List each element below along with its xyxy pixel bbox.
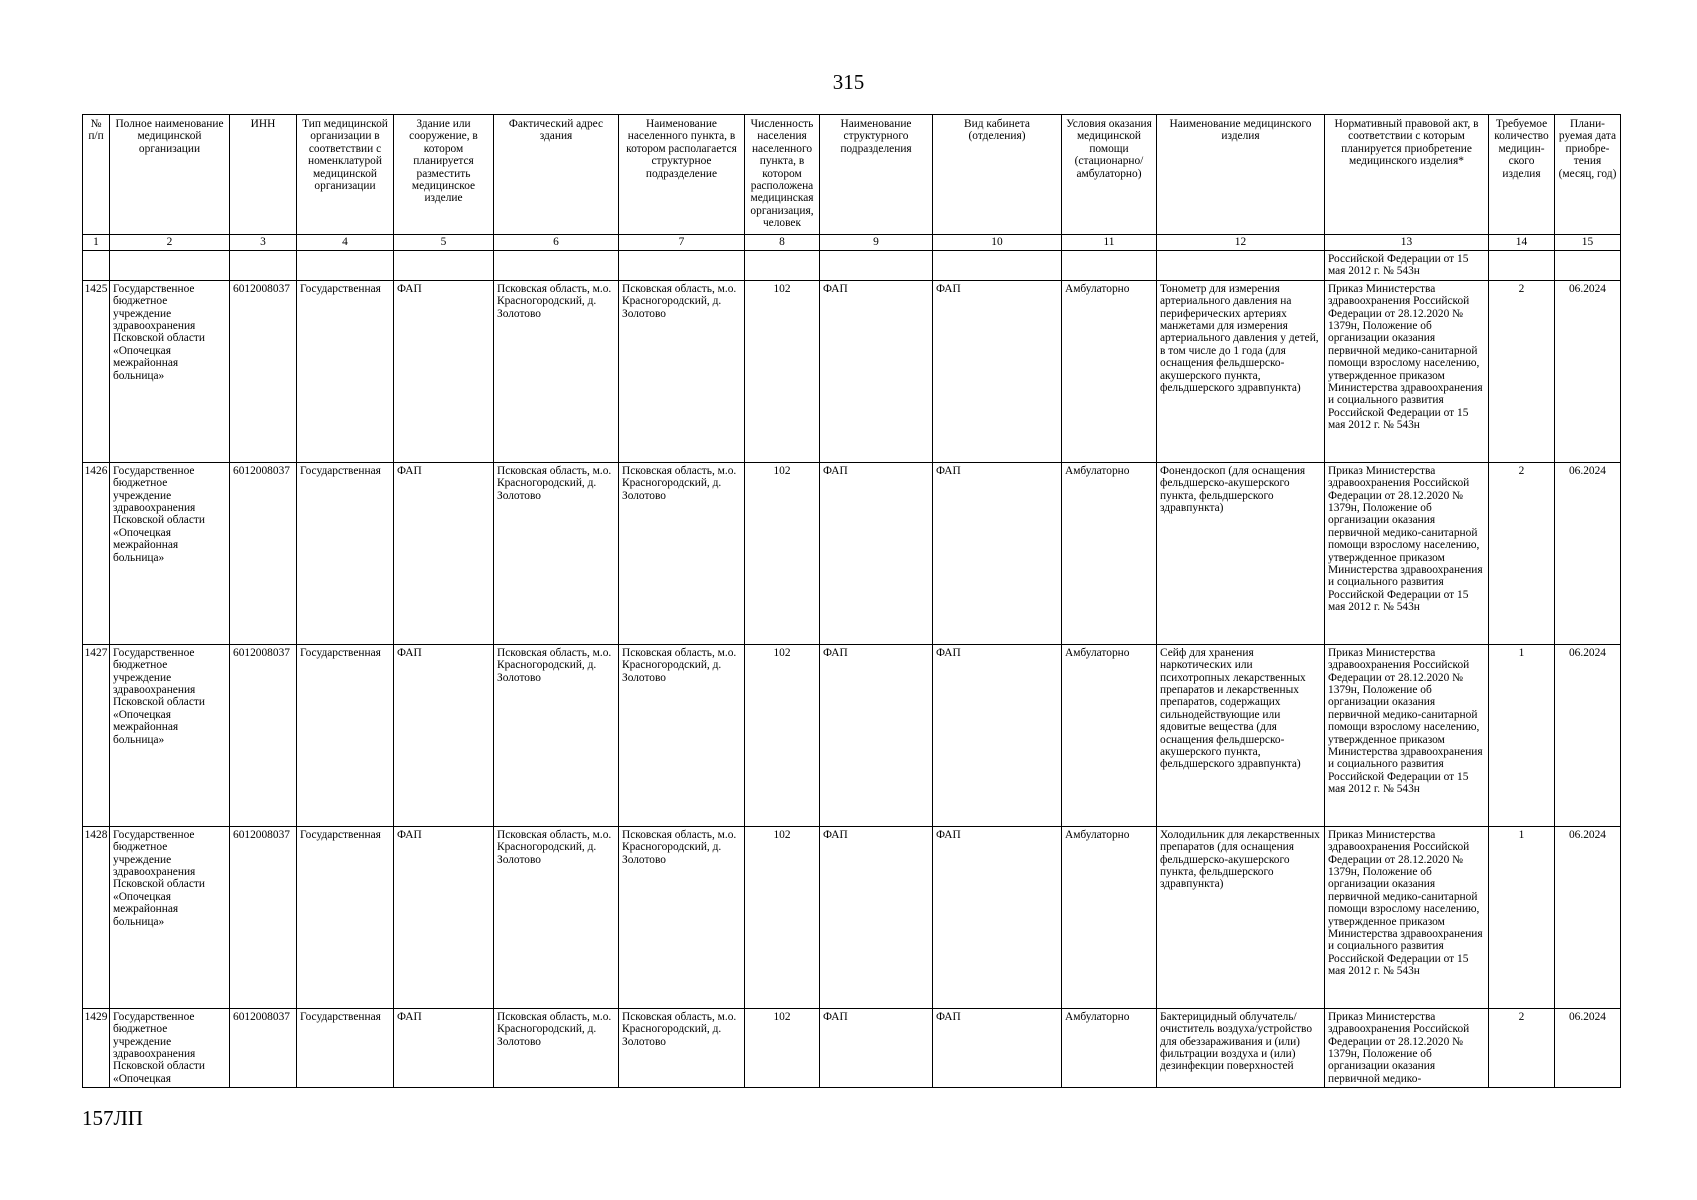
header-cell: Условия оказания медицинской помощи (стационарно/ амбулаторно): [1062, 115, 1157, 235]
purchase-date: 06.2024: [1555, 644, 1621, 826]
organization-name: Государственное бюджетное учреждение здравоохранения Псковской области «Опочецкая межрайонная больница»: [110, 826, 230, 1008]
settlement-name: Псковская область, м.о. Красногородский, д. Золотово: [619, 462, 745, 644]
org-type: Государственная: [297, 1008, 394, 1087]
table-row: [83, 1008, 1621, 1087]
inn: 6012008037: [230, 1008, 297, 1087]
org-type: Государственная: [297, 280, 394, 462]
population: 102: [745, 462, 820, 644]
actual-address: Псковская область, м.о. Красногородский, д. Золотово: [494, 826, 619, 1008]
inn: 6012008037: [230, 826, 297, 1008]
column-number: 10: [933, 235, 1062, 251]
cabinet-type: ФАП: [933, 462, 1062, 644]
purchase-date: 06.2024: [1555, 462, 1621, 644]
header-cell: Плани-руемая дата приобре-тения (месяц, год): [1555, 115, 1621, 235]
building: ФАП: [394, 280, 494, 462]
column-number: 2: [110, 235, 230, 251]
column-number: 6: [494, 235, 619, 251]
actual-address: Псковская область, м.о. Красногородский, д. Золотово: [494, 644, 619, 826]
population: 102: [745, 644, 820, 826]
column-number: 8: [745, 235, 820, 251]
header-cell: Наименование медицинского изделия: [1157, 115, 1325, 235]
continuation-row: [83, 251, 1621, 281]
legal-act: Приказ Министерства здравоохранения Российской Федерации от 28.12.2020 № 1379н, Положение об организации оказания первичной медико-: [1325, 1008, 1489, 1087]
purchase-date: 06.2024: [1555, 826, 1621, 1008]
header-row: [83, 115, 1621, 235]
column-number: 3: [230, 235, 297, 251]
legal-act: Приказ Министерства здравоохранения Российской Федерации от 28.12.2020 № 1379н, Положение об организации оказания первичной медико-санитарной помощи взрослому населению, утвержденное приказом Министерства здравоохранения и социального развития Российской Федерации от 15 мая 2012 г. № 543н: [1325, 826, 1489, 1008]
equipment-table: [82, 114, 1621, 1088]
header-cell: Требуемое количество медицин-ского изделия: [1489, 115, 1555, 235]
empty-cell: [83, 251, 110, 281]
actual-address: Псковская область, м.о. Красногородский, д. Золотово: [494, 1008, 619, 1087]
quantity: 1: [1489, 644, 1555, 826]
org-type: Государственная: [297, 462, 394, 644]
empty-cell: [110, 251, 230, 281]
medical-device-name: Холодильник для лекарственных препаратов (для оснащения фельдшерско-акушерского пункта, фельдшерского здравпункта): [1157, 826, 1325, 1008]
legal-act: Приказ Министерства здравоохранения Российской Федерации от 28.12.2020 № 1379н, Положение об организации оказания первичной медико-санитарной помощи взрослому населению, утвержденное приказом Министерства здравоохранения и социального развития Российской Федерации от 15 мая 2012 г. № 543н: [1325, 280, 1489, 462]
medical-device-name: Фонендоскоп (для оснащения фельдшерско-акушерского пункта, фельдшерского здравпункта): [1157, 462, 1325, 644]
care-conditions: Амбулаторно: [1062, 644, 1157, 826]
table-row: [83, 462, 1621, 644]
quantity: 1: [1489, 826, 1555, 1008]
empty-cell: [297, 251, 394, 281]
quantity: 2: [1489, 462, 1555, 644]
population: 102: [745, 280, 820, 462]
inn: 6012008037: [230, 644, 297, 826]
inn: 6012008037: [230, 280, 297, 462]
empty-cell: [230, 251, 297, 281]
empty-cell: [394, 251, 494, 281]
column-number: 13: [1325, 235, 1489, 251]
actual-address: Псковская область, м.о. Красногородский, д. Золотово: [494, 462, 619, 644]
empty-cell: [933, 251, 1062, 281]
settlement-name: Псковская область, м.о. Красногородский, д. Золотово: [619, 1008, 745, 1087]
building: ФАП: [394, 644, 494, 826]
quantity: 2: [1489, 1008, 1555, 1087]
organization-name: Государственное бюджетное учреждение здравоохранения Псковской области «Опочецкая межрайонная больница»: [110, 462, 230, 644]
table-row: [83, 280, 1621, 462]
settlement-name: Псковская область, м.о. Красногородский, д. Золотово: [619, 644, 745, 826]
purchase-date: 06.2024: [1555, 280, 1621, 462]
header-cell: Здание или сооружение, в котором планируется разместить медицинское изделие: [394, 115, 494, 235]
column-number: 15: [1555, 235, 1621, 251]
population: 102: [745, 826, 820, 1008]
row-number: 1425: [83, 280, 110, 462]
population: 102: [745, 1008, 820, 1087]
care-conditions: Амбулаторно: [1062, 826, 1157, 1008]
building: ФАП: [394, 1008, 494, 1087]
organization-name: Государственное бюджетное учреждение здравоохранения Псковской области «Опочецкая межрайонная больница»: [110, 280, 230, 462]
header-cell: Наименование населенного пункта, в котором располагается структурное подразделение: [619, 115, 745, 235]
empty-cell: [745, 251, 820, 281]
header-cell: Полное наименование медицинской организации: [110, 115, 230, 235]
care-conditions: Амбулаторно: [1062, 1008, 1157, 1087]
header-cell: Вид кабинета (отделения): [933, 115, 1062, 235]
actual-address: Псковская область, м.о. Красногородский, д. Золотово: [494, 280, 619, 462]
header-cell: Численность населения населенного пункта, в котором расположена медицинская организация, человек: [745, 115, 820, 235]
column-number: 4: [297, 235, 394, 251]
column-number: 7: [619, 235, 745, 251]
legal-act: Приказ Министерства здравоохранения Российской Федерации от 28.12.2020 № 1379н, Положение об организации оказания первичной медико-санитарной помощи взрослому населению, утвержденное приказом Министерства здравоохранения и социального развития Российской Федерации от 15 мая 2012 г. № 543н: [1325, 644, 1489, 826]
column-number-row: [83, 235, 1621, 251]
org-type: Государственная: [297, 644, 394, 826]
legal-act: Приказ Министерства здравоохранения Российской Федерации от 28.12.2020 № 1379н, Положение об организации оказания первичной медико-санитарной помощи взрослому населению, утвержденное приказом Министерства здравоохранения и социального развития Российской Федерации от 15 мая 2012 г. № 543н: [1325, 462, 1489, 644]
empty-cell: [619, 251, 745, 281]
structural-unit: ФАП: [820, 462, 933, 644]
header-cell: Нормативный правовой акт, в соответствии с которым планируется приобретение медицинского изделия*: [1325, 115, 1489, 235]
care-conditions: Амбулаторно: [1062, 462, 1157, 644]
row-number: 1428: [83, 826, 110, 1008]
empty-cell: [1555, 251, 1621, 281]
empty-cell: [494, 251, 619, 281]
empty-cell: [820, 251, 933, 281]
row-number: 1429: [83, 1008, 110, 1087]
empty-cell: [1157, 251, 1325, 281]
org-type: Государственная: [297, 826, 394, 1008]
header-cell: Тип медицинской организации в соответствии с номенклатурой медицинской организации: [297, 115, 394, 235]
page-number: 315: [832, 70, 865, 94]
structural-unit: ФАП: [820, 280, 933, 462]
cabinet-type: ФАП: [933, 280, 1062, 462]
medical-device-name: Сейф для хранения наркотических или психотропных лекарственных препаратов и лекарственных препаратов, содержащих сильнодействующие или ядовитые вещества (для оснащения фельдшерско-акушерского пункта, фельдшерского здравпункта): [1157, 644, 1325, 826]
row-number: 1426: [83, 462, 110, 644]
column-number: 14: [1489, 235, 1555, 251]
header-cell: ИНН: [230, 115, 297, 235]
header-cell: Фактический адрес здания: [494, 115, 619, 235]
settlement-name: Псковская область, м.о. Красногородский, д. Золотово: [619, 280, 745, 462]
building: ФАП: [394, 826, 494, 1008]
footer-code: 157ЛП: [82, 1106, 143, 1130]
structural-unit: ФАП: [820, 1008, 933, 1087]
inn: 6012008037: [230, 462, 297, 644]
cabinet-type: ФАП: [933, 644, 1062, 826]
column-number: 9: [820, 235, 933, 251]
structural-unit: ФАП: [820, 644, 933, 826]
care-conditions: Амбулаторно: [1062, 280, 1157, 462]
medical-device-name: Тонометр для измерения артериального давления на периферических артериях манжетами для измерения артериального давления у детей, в том числе до 1 года (для оснащения фельдшерско-акушерского пункта, фельдшерского здравпункта): [1157, 280, 1325, 462]
quantity: 2: [1489, 280, 1555, 462]
building: ФАП: [394, 462, 494, 644]
header-cell: № п/п: [83, 115, 110, 235]
continuation-text: Российской Федерации от 15 мая 2012 г. № 543н: [1325, 251, 1489, 281]
organization-name: Государственное бюджетное учреждение здравоохранения Псковской области «Опочецкая: [110, 1008, 230, 1087]
structural-unit: ФАП: [820, 826, 933, 1008]
medical-device-name: Бактерицидный облучатель/очиститель воздуха/устройство для обеззараживания и (или) фильтрации воздуха и (или) дезинфекции поверхностей: [1157, 1008, 1325, 1087]
purchase-date: 06.2024: [1555, 1008, 1621, 1087]
table-row: [83, 644, 1621, 826]
column-number: 1: [83, 235, 110, 251]
column-number: 12: [1157, 235, 1325, 251]
column-number: 11: [1062, 235, 1157, 251]
settlement-name: Псковская область, м.о. Красногородский, д. Золотово: [619, 826, 745, 1008]
row-number: 1427: [83, 644, 110, 826]
cabinet-type: ФАП: [933, 826, 1062, 1008]
organization-name: Государственное бюджетное учреждение здравоохранения Псковской области «Опочецкая межрайонная больница»: [110, 644, 230, 826]
empty-cell: [1489, 251, 1555, 281]
table-row: [83, 826, 1621, 1008]
empty-cell: [1062, 251, 1157, 281]
column-number: 5: [394, 235, 494, 251]
header-cell: Наименование структурного подразделения: [820, 115, 933, 235]
cabinet-type: ФАП: [933, 1008, 1062, 1087]
